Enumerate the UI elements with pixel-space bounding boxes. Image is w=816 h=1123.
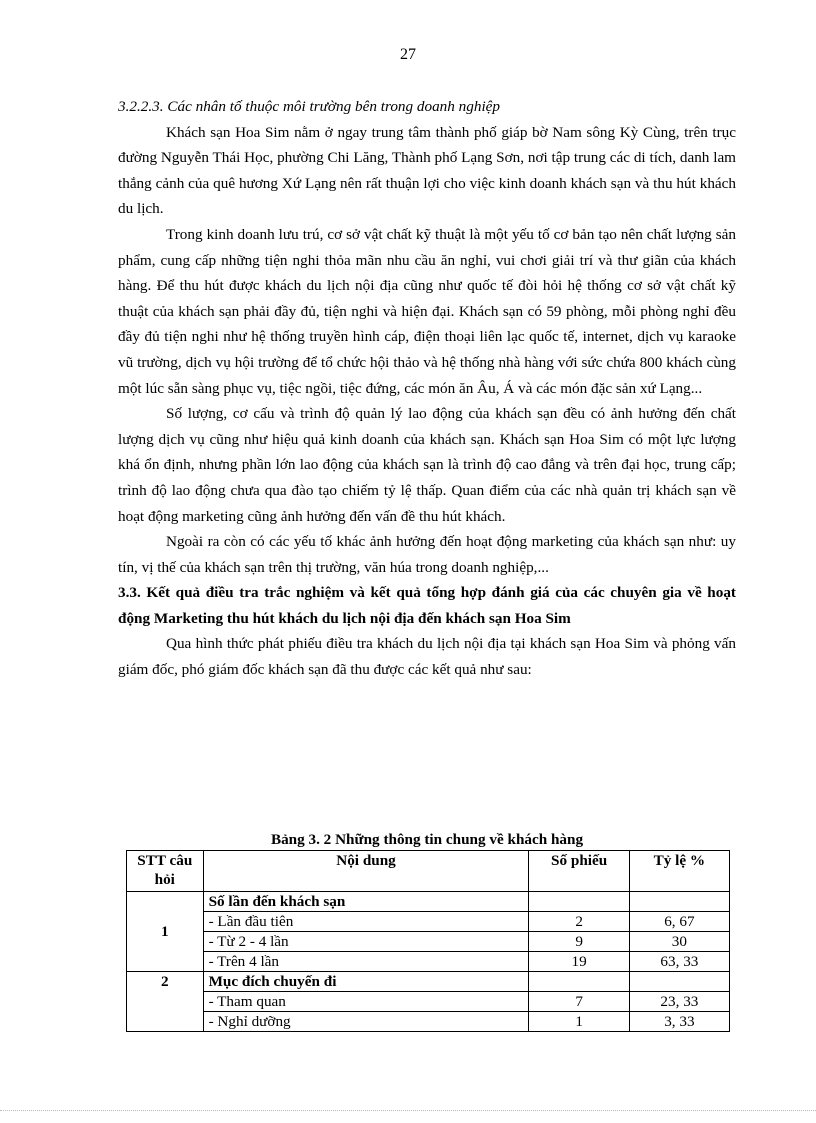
row-label: - Nghỉ dưỡng: [203, 1012, 529, 1032]
row-ratio: 63, 33: [629, 952, 729, 972]
row-label: - Từ 2 - 4 lần: [203, 932, 529, 952]
row-count: 2: [529, 912, 629, 932]
table-cell: [529, 972, 629, 992]
section-heading: 3.3. Kết quả điều tra trắc nghiệm và kết quả tổng hợp đánh giá của các chuyên gia về hoạt động Marketing thu hút khách du lịch nội địa đến khách sạn Hoa Sim: [118, 584, 736, 627]
row-label: - Lần đầu tiên: [203, 912, 529, 932]
paragraph-facilities: Trong kinh doanh lưu trú, cơ sở vật chất kỹ thuật là một yếu tố cơ bản tạo nên chất lượng sản phẩm, cung cấp những tiện nghi thỏa mãn nhu cầu ăn nghỉ, vui chơi giải trí và thư giãn của khách hàng. Để thu hút được khách du lịch nội địa cũng như quốc tế đòi hỏi hệ thống cơ sở vật chất kỹ thuật của khách sạn phải đầy đủ, tiện nghi và hiện đại. Khách sạn có 59 phòng, mỗi phòng nghỉ đều đầy đủ tiện nghi như hệ thống truyền hình cáp, điện thoại liên lạc quốc tế, internet, dịch vụ karaoke vũ trường, dịch vụ hội trường để tổ chức hội thảo và hệ thống nhà hàng với sức chứa 800 khách cùng một lúc sẵn sàng phục vụ, tiệc ngồi, tiệc đứng, các món ăn Âu, Á và các món đặc sản xứ Lạng...: [118, 225, 736, 397]
header-stt: STT câu hỏi: [127, 851, 204, 892]
row-ratio: 6, 67: [629, 912, 729, 932]
table-cell: [529, 892, 629, 912]
row-count: 7: [529, 992, 629, 1012]
table-row: [127, 972, 730, 992]
table-header-row: [127, 851, 730, 892]
table-cell: [629, 892, 729, 912]
section-intro-paragraph: Qua hình thức phát phiếu điều tra khách du lịch nội địa tại khách sạn Hoa Sim và phỏng vấn giám đốc, phó giám đốc khách sạn đã thu được các kết quả như sau:: [118, 635, 736, 679]
paragraph-other-factors: Ngoài ra còn có các yếu tố khác ảnh hưởng đến hoạt động marketing của khách sạn như: uy tín, vị thế của khách sạn trên thị trường, văn húa trong doanh nghiệp,...: [118, 533, 736, 576]
subsection-title: 3.2.2.3. Các nhân tố thuộc môi trường bên trong doanh nghiệp: [118, 98, 500, 115]
page-bottom-rule: [0, 1110, 816, 1111]
header-content: Nội dung: [203, 851, 529, 892]
row-count: 19: [529, 952, 629, 972]
table-row: [127, 992, 730, 1012]
table-row: [127, 932, 730, 952]
header-count: Số phiếu: [529, 851, 629, 892]
page-number: 27: [400, 46, 416, 63]
group-title: Số lần đến khách sạn: [203, 892, 529, 912]
row-ratio: 3, 33: [629, 1012, 729, 1032]
table-cell: [629, 972, 729, 992]
row-ratio: 23, 33: [629, 992, 729, 1012]
group-stt: 1: [127, 892, 204, 972]
row-count: 1: [529, 1012, 629, 1032]
paragraph-location: Khách sạn Hoa Sim nằm ở ngay trung tâm thành phố giáp bờ Nam sông Kỳ Cùng, trên trục đường Nguyễn Thái Học, phường Chi Lăng, Thành phố Lạng Sơn, nơi tập trung các di tích, danh lam thắng cảnh của quê hương Xứ Lạng nên rất thuận lợi cho việc kinh doanh khách sạn và thu hút khách du lịch.: [118, 123, 736, 218]
table-row: [127, 912, 730, 932]
customer-info-table: [126, 850, 730, 1032]
row-label: - Trên 4 lần: [203, 952, 529, 972]
row-count: 9: [529, 932, 629, 952]
document-body: [118, 94, 736, 683]
row-ratio: 30: [629, 932, 729, 952]
table-row: [127, 952, 730, 972]
paragraph-staff: Số lượng, cơ cấu và trình độ quản lý lao động của khách sạn đều có ảnh hưởng đến chất lượng dịch vụ cũng như hiệu quả kinh doanh của khách sạn. Khách sạn Hoa Sim có một lực lượng khá ổn định, nhưng phần lớn lao động của khách sạn là trình độ cao đẳng và trên đại học, trung cấp; trình độ lao động chưa qua đào tạo chiếm tỷ lệ thấp. Quan điểm của các nhà quản trị khách sạn về hoạt động marketing cũng ảnh hưởng đến vấn đề thu hút khách.: [118, 405, 736, 525]
table-row: [127, 892, 730, 912]
table-row: [127, 1012, 730, 1032]
header-ratio: Tỷ lệ %: [629, 851, 729, 892]
group-stt: 2: [127, 972, 204, 1032]
row-label: - Tham quan: [203, 992, 529, 1012]
group-title: Mục đích chuyến đi: [203, 972, 529, 992]
table-caption: Bảng 3. 2 Những thông tin chung về khách hàng: [270, 831, 584, 848]
